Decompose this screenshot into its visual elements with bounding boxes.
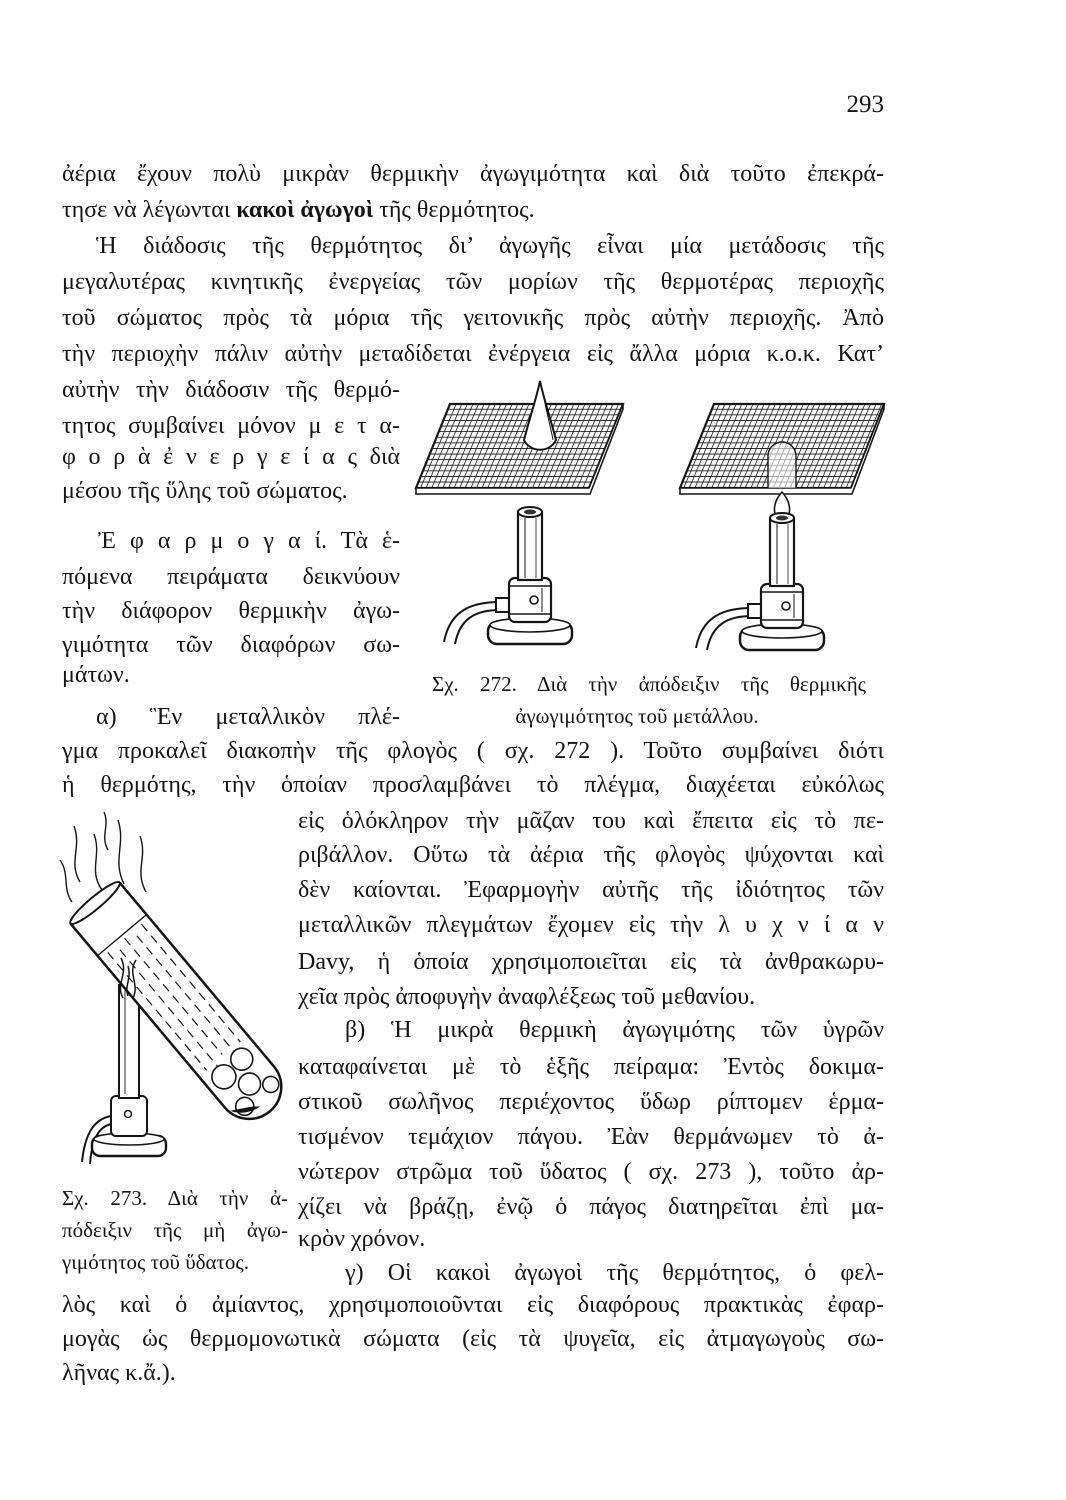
text-line: λῆνας κ.ἄ.). [62, 1360, 176, 1386]
text-line: τὴν διάφορον θερμικὴν ἀγω- [62, 598, 400, 624]
text-line: κρὸν χρόνον. [298, 1226, 426, 1252]
figure-272-caption: ἀγωγιμότητος τοῦ μετάλλου. [515, 704, 759, 728]
text-line: λὸς καὶ ὁ ἀμίαντος, χρησιμοποιοῦνται εἰς διαφόρους πρακτικὰς ἐφαρ- [62, 1292, 884, 1318]
bunsen-burner-right [696, 513, 824, 650]
text-line: ἡ θερμότης, τὴν ὁποίαν προσλαμβάνει τὸ πλέγμα, διαχέεται εὐκόλως [62, 772, 884, 798]
text-line: καταφαίνεται μὲ τὸ ἑξῆς πείραμα: Ἐντὸς δοκιμα- [298, 1054, 884, 1080]
bold-term: κακοὶ ἀγωγοὶ [236, 197, 374, 223]
wire-gauze-left [416, 404, 623, 494]
text-line: εἰς ὁλόκληρον τὴν μᾶζαν του καὶ ἔπειτα εἰς τὸ πε- [298, 808, 884, 834]
text-line: ἀέρια ἔχουν πολὺ μικρὰν θερμικὴν ἀγωγιμότητα καὶ διὰ τοῦτο ἐπεκρά- [62, 161, 884, 187]
text-line: μάτων. [62, 662, 130, 688]
text-line: τὴν περιοχὴν πάλιν αὐτὴν μεταδίδεται ἐνέργεια εἰς ἄλλα μόρια κ.ο.κ. Κατ’ [62, 341, 884, 367]
text-line: μέσου τῆς ὕλης τοῦ σώματος. [62, 478, 348, 504]
text-line: μεταλλικῶν πλεγμάτων ἔχομεν εἰς τὴν λ υ χ ν ί α ν [298, 912, 884, 938]
text-line: μογὰς ὡς θερμομονωτικὰ σώματα (εἰς τὰ ψυγεῖα, εἰς ἀτμαγωγοὺς σω- [62, 1326, 884, 1352]
text-span: τῆς θερμότητος. [379, 197, 535, 223]
text-line: χίζει νὰ βράζῃ, ἐνῷ ὁ πάγος διατηρεῖται ἐπὶ μα- [298, 1194, 884, 1220]
figure-272 [416, 381, 884, 650]
text-line: α) Ἓν μεταλλικὸν πλέ- [96, 704, 400, 730]
test-tube [67, 878, 295, 1132]
text-line: γ) Οἱ κακοὶ ἀγωγοὶ τῆς θερμότητος, ὁ φελ- [345, 1260, 884, 1286]
text-line: στικοῦ σωλῆνος περιέχοντος ὕδωρ ρίπτομεν ἑρμα- [298, 1089, 884, 1115]
text-line: μεγαλυτέρας κινητικῆς ἐνεργείας τῶν μορίων τῆς θερμοτέρας περιοχῆς [62, 269, 884, 295]
figure-273-caption: Σχ. 273. Διὰ τὴν ἀ- [62, 1186, 288, 1210]
bunsen-burner-left [444, 507, 572, 644]
text-span: Τὰ ἑ- [340, 528, 400, 554]
figure-273-caption: γιμότητος τοῦ ὕδατος. [62, 1250, 250, 1274]
text-line: Davy, ἡ ὁποία χρησιμοποιεῖται εἰς τὰ ἀνθρακωρυ- [298, 949, 884, 975]
text-line: γιμότητα τῶν διαφόρων σω- [62, 632, 400, 658]
gauze-mesh-left [416, 404, 623, 488]
text-line: πόμενα πειράματα δεικνύουν [62, 564, 400, 590]
text-line: ριβάλλον. Οὕτω τὰ ἀέρια τῆς φλογὸς ψύχονται καὶ [298, 842, 884, 868]
text-line [62, 195, 884, 225]
text-line: δὲν καίονται. Ἐφαρμογὴν αὐτῆς τῆς ἰδιότητος τῶν [298, 877, 884, 903]
text-line: φ ο ρ ὰ ἐ ν ε ρ γ ε ί α ς διὰ [62, 444, 400, 470]
text-line: χεῖα πρὸς ἀποφυγὴν ἀναφλέξεως τοῦ μεθανίου. [298, 984, 756, 1010]
text-line: β) Ἡ μικρὰ θερμικὴ ἀγωγιμότης τῶν ὑγρῶν [345, 1017, 884, 1043]
text-line: Ἡ διάδοσις τῆς θερμότητος δι’ ἀγωγῆς εἶναι μία μετάδοσις τῆς [96, 233, 884, 259]
figure-272-caption: Σχ. 272. Διὰ τὴν ἀπόδειξιν τῆς θερμικῆς [432, 672, 866, 696]
text-line: γμα προκαλεῖ διακοπὴν τῆς φλογὸς ( σχ. 272 ). Τοῦτο συμβαίνει διότι [62, 738, 884, 764]
section-heading: Ἐ φ α ρ μ ο γ α ί. [98, 528, 328, 554]
flame-dome-right [768, 442, 796, 488]
text-line: νώτερον στρῶμα τοῦ ὕδατος ( σχ. 273 ), τοῦτο ἀρ- [298, 1159, 884, 1185]
text-line: αὐτὴν τὴν διάδοσιν τῆς θερμό- [62, 377, 400, 403]
page-number: 293 [846, 91, 884, 118]
figure-273-caption: πόδειξιν τῆς μὴ ἀγω- [62, 1218, 288, 1242]
text-span: τησε νὰ λέγωνται [62, 197, 231, 223]
text-line: τητος συμβαίνει μόνον μ ε τ α- [62, 413, 400, 439]
text-line: τισμένον τεμάχιον πάγου. Ἐὰν θερμάνωμεν τὸ ἀ- [298, 1124, 884, 1150]
text-line: τοῦ σώματος πρὸς τὰ μόρια τῆς γειτονικῆς πρὸς αὐτὴν περιοχῆς. Ἀπὸ [62, 305, 884, 331]
figure-273 [60, 812, 294, 1164]
text-line [98, 526, 400, 556]
